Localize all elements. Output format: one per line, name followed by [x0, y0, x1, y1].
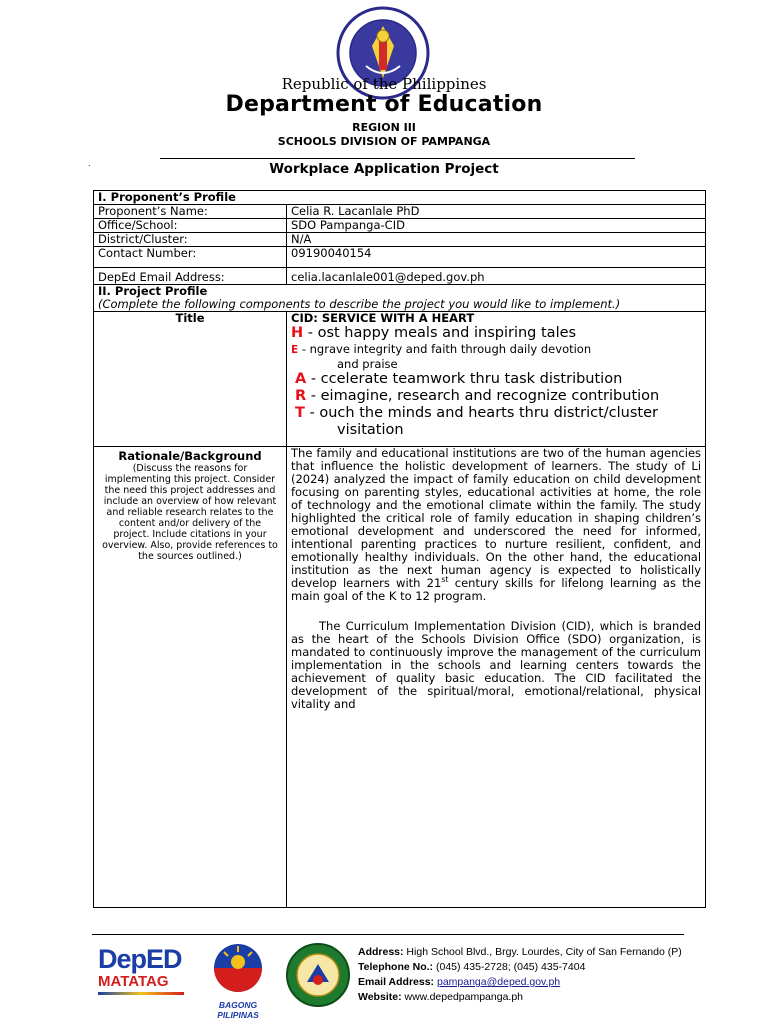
sdo-pampanga-seal — [285, 942, 351, 1008]
email-value: celia.lacanlale001@deped.gov.ph — [287, 268, 706, 285]
matatag-logo-text: MATATAG — [98, 973, 169, 990]
district-label: District/Cluster: — [94, 233, 287, 247]
footer-divider — [92, 934, 684, 935]
title-row — [94, 312, 706, 447]
project-form-table — [93, 190, 706, 908]
deped-logo-text: DepED — [98, 944, 182, 974]
project-section-note: (Complete the following components to describe the project you would like to implement.) — [98, 297, 621, 311]
name-value: Celia R. Lacanlale PhD — [287, 205, 706, 219]
deped-matatag-logo — [98, 944, 188, 1004]
profile-section-row — [94, 191, 706, 205]
contact-label: Contact Number: — [94, 247, 287, 268]
republic-heading: Republic of the Philippines — [281, 75, 487, 93]
rationale-label: Rationale/Background — [118, 449, 262, 463]
profile-section-heading: I. Proponent’s Profile — [94, 191, 706, 205]
email-link[interactable]: pampanga@deped.gov.ph — [436, 976, 561, 988]
project-section-heading — [94, 285, 706, 312]
acronym-line-a: A - ccelerate teamwork thru task distribution — [295, 371, 623, 387]
table-row — [94, 268, 706, 285]
matatag-stripe — [98, 992, 184, 995]
table-row — [94, 205, 706, 219]
office-label: Office/School: — [94, 219, 287, 233]
rationale-note: (Discuss the reasons for implementing this project. Consider the need this project addresses and include an overview of how relevant and reliable research relates to the content and/or delivery of the project. Include citations in your overview. Also, provide references to the sources outlined.) — [102, 463, 278, 562]
table-row — [94, 247, 706, 268]
rationale-paragraph-2: The Curriculum Implementation Division (CID), which is branded as the heart of the Schools Division Office (SDO) organization, is mandated to continuously improve the management of the curriculum implementation in the schools and learning centers towards the achievement of quality basic education. The CID facilitated the development of the spiritual/moral, emotional/relational, physical vitality and — [291, 619, 702, 711]
rationale-text — [287, 447, 706, 908]
margin-dot: . — [88, 159, 91, 168]
rationale-row — [94, 447, 706, 908]
table-row — [94, 219, 706, 233]
contact-info — [358, 945, 682, 1005]
acronym-line-t: T - ouch the minds and hearts thru district/cluster — [295, 405, 658, 421]
rationale-paragraph-1: The family and educational institutions are two of the human agencies that influence the holistic development of learners. The study of Li (2024) analyzed the impact of family education on child development focusing on parenting styles, educational activities at home, the role of technology and the emotional climate within the family. The study highlighted the critical role of family education in shaping children’s emotional development and underscored the need for informed, intentional parenting practices to nurture resilient, confident, and emotionally healthy individuals. On the other hand, the educational institution as the next human agency is expected to holistically develop learners with 21st century skills for lifelong learning as the main goal of the K to 12 program. — [291, 446, 702, 603]
bagong-pilipinas-text: BAGONG PILIPINAS — [217, 1000, 259, 1020]
email-line: Email Address: pampanga@deped.gov.ph — [358, 976, 561, 988]
department-heading: Department of Education — [225, 92, 543, 117]
division-heading: SCHOOLS DIVISION OF PAMPANGA — [277, 135, 491, 148]
phone-line: Telephone No.: (045) 435-2728; (045) 435-7404 — [358, 961, 586, 973]
acronym-line-e: E - ngrave integrity and faith through daily devotion — [291, 342, 592, 356]
rationale-label-cell — [94, 447, 287, 908]
contact-value: 09190040154 — [287, 247, 706, 268]
address-line: Address: High School Blvd., Brgy. Lourdes, City of San Fernando (P) — [358, 946, 682, 958]
district-value: N/A — [287, 233, 706, 247]
acronym-line-e-cont: and praise — [337, 357, 398, 371]
project-section-title: II. Project Profile — [98, 284, 208, 298]
project-title: CID: SERVICE WITH A HEART — [291, 311, 475, 325]
region-heading: REGION III — [352, 121, 416, 134]
title-label: Title — [94, 312, 287, 447]
name-label: Proponent’s Name: — [94, 205, 287, 219]
email-label: DepEd Email Address: — [94, 268, 287, 285]
table-row — [94, 233, 706, 247]
header-divider — [160, 158, 635, 159]
bagong-pilipinas-logo — [200, 938, 276, 1020]
website-link[interactable]: www.depedpampanga.ph — [401, 991, 523, 1003]
bagong-pilipinas-emblem — [200, 938, 276, 996]
office-value: SDO Pampanga-CID — [287, 219, 706, 233]
project-section-row — [94, 285, 706, 312]
title-cell — [287, 312, 706, 447]
acronym-line-r: R - eimagine, research and recognize contribution — [295, 388, 660, 404]
acronym-line-t-cont: visitation — [337, 422, 404, 438]
document-title: Workplace Application Project — [269, 161, 499, 177]
acronym-line-h: H - ost happy meals and inspiring tales — [291, 325, 577, 341]
website-line: Website: www.depedpampanga.ph — [358, 991, 523, 1003]
